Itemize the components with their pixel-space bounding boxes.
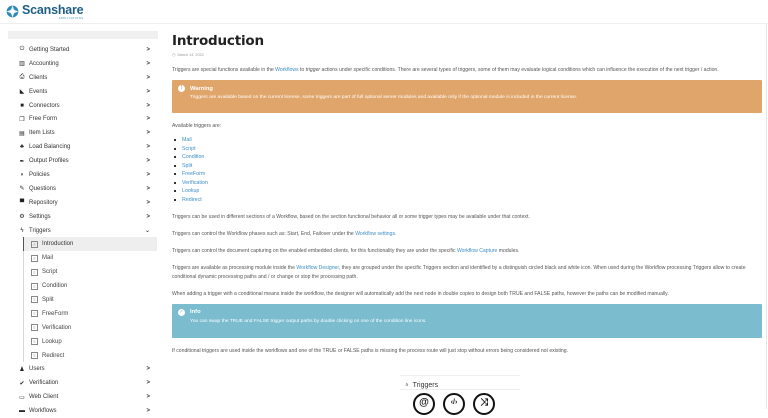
sidebar-item-getting-started[interactable] bbox=[8, 43, 158, 57]
sidebar-item-output-profiles[interactable] bbox=[8, 154, 158, 168]
area-chart-icon: ◣ bbox=[19, 89, 25, 96]
sidebar-subitem-label: Lookup bbox=[42, 338, 62, 345]
bullet-icon bbox=[174, 165, 176, 167]
user-icon: ♟ bbox=[19, 366, 25, 373]
script-trigger-icon: ‹/› bbox=[443, 393, 465, 415]
chevron-right-icon: > bbox=[146, 185, 150, 192]
intro-paragraph bbox=[172, 66, 762, 74]
bullet-icon bbox=[174, 156, 176, 158]
power-icon: ⏻ bbox=[19, 46, 25, 53]
document-icon: ≡ bbox=[31, 324, 38, 331]
chevron-right-icon: > bbox=[146, 199, 150, 206]
sidebar-subitem-verification[interactable] bbox=[24, 321, 158, 335]
sidebar-item-label: Connectors bbox=[29, 102, 60, 109]
trigger-link-script[interactable]: Script bbox=[182, 145, 196, 152]
text: Triggers are available as processing module inside the bbox=[172, 265, 297, 272]
sidebar-item-label: Triggers bbox=[29, 227, 51, 234]
trigger-link-condition[interactable]: Condition bbox=[182, 154, 205, 161]
info-callout bbox=[172, 304, 762, 338]
bar-chart-icon: ▥ bbox=[19, 61, 25, 68]
sidebar-subitem-label: Condition bbox=[42, 283, 68, 290]
page-title: Introduction bbox=[172, 33, 264, 49]
sidebar-item-label: Accounting bbox=[29, 60, 59, 67]
sidebar-item-item-lists[interactable] bbox=[8, 126, 158, 140]
magic-wand-icon: ✒ bbox=[19, 158, 25, 165]
conditional-paragraph: When adding a trigger with a conditional means inside the workflow, the designer will automatically add the next node in double copies to design both TRUE and FALSE paths, however the paths can be modified manually. bbox=[172, 290, 669, 297]
info-body: You can swap the TRUE and FALSE trigger output paths by double clicking on one of the condition line icons. bbox=[190, 318, 427, 324]
sidebar-item-free-form[interactable] bbox=[8, 112, 158, 126]
sidebar-item-connectors[interactable] bbox=[8, 99, 158, 113]
chevron-right-icon: > bbox=[146, 158, 150, 165]
chevron-right-icon: > bbox=[146, 171, 150, 178]
document-icon: ≡ bbox=[31, 296, 38, 303]
emphasis-text: trigger bbox=[305, 67, 321, 73]
document-icon: ≡ bbox=[31, 255, 38, 262]
sidebar-item-label: Web Client bbox=[29, 394, 59, 401]
sidebar-subitem-label: Verification bbox=[42, 324, 72, 331]
sidebar-item-label: Questions bbox=[29, 185, 57, 192]
shuffle-trigger-icon: ⤨ bbox=[473, 393, 495, 415]
triggers-list bbox=[172, 136, 762, 204]
text: modules. bbox=[497, 248, 520, 255]
phases-paragraph bbox=[172, 230, 762, 238]
triggers-panel-title: Triggers bbox=[412, 381, 439, 389]
sidebar-subitem-label: FreeForm bbox=[42, 310, 69, 317]
briefcase-icon: ■ bbox=[20, 102, 24, 109]
chevron-right-icon: > bbox=[146, 88, 150, 95]
document-icon: ≡ bbox=[31, 352, 38, 359]
sidebar-item-label: Policies bbox=[29, 171, 50, 178]
date-text: March 14, 2022 bbox=[177, 52, 204, 57]
trigger-link-verification[interactable]: Verification bbox=[182, 179, 208, 186]
list-item bbox=[174, 196, 762, 205]
trigger-link-split[interactable]: Split bbox=[182, 162, 193, 169]
sidebar-item-settings[interactable] bbox=[8, 210, 158, 224]
bullet-icon bbox=[174, 199, 176, 201]
gear-icon: ⚙ bbox=[19, 214, 25, 221]
text: . bbox=[395, 231, 397, 238]
bullet-icon bbox=[174, 148, 176, 150]
list-table-icon: ▤ bbox=[19, 130, 25, 137]
chevron-right-icon: > bbox=[146, 380, 150, 387]
sidebar-item-label: Users bbox=[29, 366, 45, 373]
sidebar-subitem-introduction[interactable] bbox=[23, 237, 157, 251]
document-icon: ≡ bbox=[31, 241, 38, 248]
list-item bbox=[174, 187, 762, 196]
chevron-right-icon: > bbox=[146, 394, 150, 401]
list-item bbox=[174, 170, 762, 179]
missing-path-paragraph: If conditional triggers are used inside the workflows and one of the TRUE or FALSE paths is missing the process route will just stop without errors being considered not existing. bbox=[172, 347, 569, 354]
sidebar-item-label: Events bbox=[29, 88, 48, 95]
sidebar-item-workflows[interactable] bbox=[8, 404, 158, 418]
mail-trigger-icon: @ bbox=[413, 393, 435, 415]
check-icon: ✔ bbox=[19, 380, 25, 387]
text: Triggers can control the Workflow phases such as: Start, End, Failover under the bbox=[172, 231, 356, 238]
bolt-icon: ϟ bbox=[20, 227, 24, 234]
sidebar-item-events[interactable] bbox=[8, 85, 158, 99]
scanshare-logo[interactable] bbox=[6, 4, 83, 20]
sidebar-subitem-label: Script bbox=[42, 269, 58, 276]
bullet-icon bbox=[174, 190, 176, 192]
bullet-icon bbox=[174, 139, 176, 141]
text: Triggers can control the document capturing on the enabled embedded clients, for this functionality they are under the specific bbox=[172, 248, 457, 255]
trigger-link-lookup[interactable]: Lookup bbox=[182, 188, 200, 195]
publish-date bbox=[172, 52, 762, 57]
printer-icon: ⎙ bbox=[19, 74, 25, 81]
chevron-right-icon: > bbox=[146, 116, 150, 123]
scanshare-logo-icon bbox=[6, 5, 19, 18]
chevron-right-icon: > bbox=[146, 130, 150, 137]
warning-callout bbox=[172, 80, 762, 113]
caret-up-icon: ∧ bbox=[405, 382, 409, 388]
warning-body: Triggers are available based on the current license, some triggers are part of full optional server modules and available only if the optional module is included in the current license. bbox=[190, 95, 578, 101]
triggers-panel-header bbox=[400, 375, 520, 390]
sidebar-item-accounting[interactable] bbox=[8, 57, 158, 71]
list-item bbox=[174, 136, 762, 145]
sidebar-item-questions[interactable] bbox=[8, 182, 158, 196]
sidebar-item-label: Settings bbox=[29, 213, 51, 220]
sidebar-subitem-label: Introduction bbox=[42, 241, 74, 248]
text: to bbox=[298, 67, 306, 73]
available-triggers-label: Available triggers are: bbox=[172, 123, 222, 130]
text: actions under specific conditions. There are several types of triggers, some of them may evaluate logical conditions which can influence the execution of the next trigger / action. bbox=[320, 67, 719, 73]
trigger-link-freeform[interactable]: FreeForm bbox=[182, 171, 206, 178]
scrollbar-track[interactable] bbox=[766, 24, 767, 409]
sidebar-item-label: Verification bbox=[29, 380, 59, 387]
designer-paragraph bbox=[172, 264, 762, 280]
chevron-right-icon: > bbox=[146, 102, 150, 109]
chevron-right-icon: > bbox=[146, 213, 150, 220]
list-item bbox=[174, 145, 762, 154]
warning-title: Warning bbox=[190, 85, 213, 92]
chevron-right-icon: > bbox=[146, 408, 150, 415]
archive-icon: ▀ bbox=[19, 199, 25, 206]
info-title: Info bbox=[190, 309, 201, 316]
document-icon: ≡ bbox=[31, 310, 38, 317]
sidebar-item-label: Item Lists bbox=[29, 130, 55, 137]
sidebar-item-verification[interactable] bbox=[8, 376, 158, 390]
sidebar-item-label: Workflows bbox=[29, 408, 57, 415]
clock-icon: ◷ bbox=[172, 52, 176, 57]
workflow-designer-link[interactable]: Workflow Designer bbox=[296, 265, 339, 272]
workflow-settings-link[interactable]: Workflow settings bbox=[355, 231, 396, 238]
sidebar-item-policies[interactable] bbox=[8, 168, 158, 182]
sidebar-item-web-client[interactable] bbox=[8, 390, 158, 404]
chevron-right-icon: > bbox=[146, 74, 150, 81]
document-icon: ≡ bbox=[31, 283, 38, 290]
sidebar-subitem-freeform[interactable] bbox=[24, 307, 158, 321]
sidebar-item-clients[interactable] bbox=[8, 71, 158, 85]
window-icon: ▬ bbox=[19, 408, 25, 415]
sidebar-item-label: Load Balancing bbox=[29, 144, 71, 151]
sidebar-item-label: Getting Started bbox=[29, 46, 70, 53]
sidebar-item-load-balancing[interactable] bbox=[8, 140, 158, 154]
sidebar-search-bar[interactable] bbox=[8, 31, 158, 39]
desktop-icon: ▭ bbox=[19, 394, 25, 401]
brand-name: Scanshare bbox=[22, 3, 84, 17]
sidebar-subitem-split[interactable] bbox=[24, 293, 158, 307]
chevron-right-icon: > bbox=[146, 366, 150, 373]
sections-paragraph: Triggers can be used in different sections of a Workflow, based on the section functional behavior all or some trigger types may be available under that context. bbox=[172, 214, 530, 221]
sidebar-subitem-condition[interactable] bbox=[24, 279, 158, 293]
text: Triggers are special functions available in the bbox=[172, 67, 276, 73]
check-circle-icon: ✓ bbox=[179, 308, 184, 315]
pencil-icon: ✎ bbox=[19, 186, 25, 193]
exclamation-icon: ! bbox=[178, 85, 185, 92]
sidebar-subitem-label: Redirect bbox=[42, 352, 65, 359]
sidebar-item-users[interactable] bbox=[8, 362, 158, 376]
brand-subtitle: APPLICATIONS bbox=[58, 17, 84, 20]
triggers-submenu bbox=[23, 237, 158, 362]
bullet-icon bbox=[174, 182, 176, 184]
workflows-link[interactable]: Workflows bbox=[275, 67, 299, 73]
bullet-icon bbox=[174, 173, 176, 175]
shield-icon: ◗ bbox=[20, 171, 24, 178]
chevron-right-icon: > bbox=[146, 144, 150, 151]
sidebar-subitem-mail[interactable] bbox=[24, 251, 158, 265]
chevron-down-icon: ⌄ bbox=[144, 228, 150, 235]
capture-paragraph bbox=[172, 247, 762, 255]
list-item bbox=[174, 153, 762, 162]
sidebar-item-label: Repository bbox=[29, 199, 58, 206]
trigger-link-redirect[interactable]: Redirect bbox=[182, 196, 202, 203]
sidebar-subitem-redirect[interactable] bbox=[24, 349, 158, 363]
sidebar-subitem-script[interactable] bbox=[24, 265, 158, 279]
trigger-link-mail[interactable]: Mail bbox=[182, 137, 192, 144]
sitemap-icon: ♣ bbox=[20, 144, 24, 151]
sidebar-item-label: Free Form bbox=[29, 116, 58, 123]
clone-icon: ❐ bbox=[19, 116, 25, 123]
triggers-panel-image bbox=[400, 375, 520, 415]
sidebar-subitem-label: Split bbox=[42, 296, 54, 303]
sidebar-item-triggers[interactable] bbox=[8, 224, 158, 238]
workflow-capture-link[interactable]: Workflow Capture bbox=[456, 248, 498, 255]
sidebar-nav bbox=[8, 31, 158, 415]
chevron-right-icon: > bbox=[146, 60, 150, 67]
text: , they are grouped under the specific Triggers section and identified by a distinguish circled black and white icon. When used during the Workflow processing Triggers allow to create conditional dynamic processing paths and / or change or stop the processing path. bbox=[172, 265, 746, 280]
chevron-right-icon: > bbox=[146, 46, 150, 53]
sidebar-subitem-lookup[interactable] bbox=[24, 335, 158, 349]
sidebar-item-repository[interactable] bbox=[8, 196, 158, 210]
sidebar-item-label: Output Profiles bbox=[29, 158, 69, 165]
sidebar-item-label: Clients bbox=[29, 74, 48, 81]
document-icon: ≡ bbox=[31, 269, 38, 276]
sidebar-subitem-label: Mail bbox=[42, 255, 54, 262]
list-item bbox=[174, 179, 762, 188]
article-content bbox=[172, 24, 762, 355]
document-icon: ≡ bbox=[31, 338, 38, 345]
list-item bbox=[174, 162, 762, 171]
top-bar bbox=[0, 0, 768, 24]
